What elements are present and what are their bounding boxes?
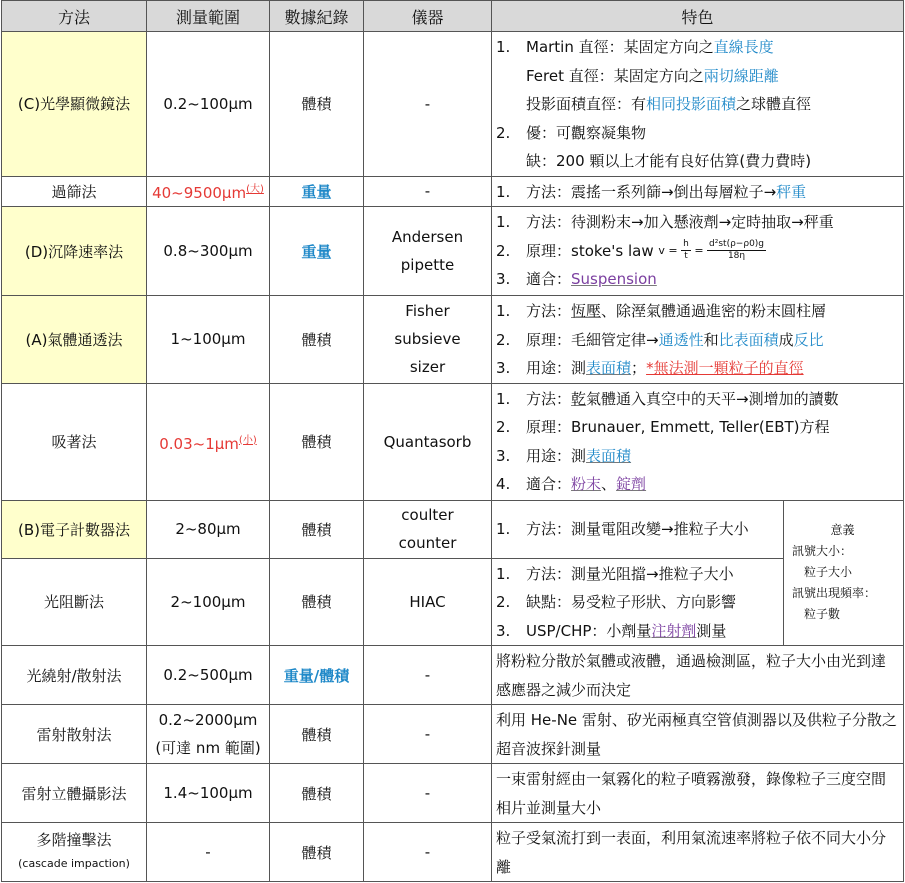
meaning-note xyxy=(784,500,904,646)
record-cell: 重量 xyxy=(270,207,364,296)
range-cell: 0.8~300µm xyxy=(147,207,270,296)
header-features: 特色 xyxy=(492,1,904,32)
record-cell: 體積 xyxy=(270,823,364,882)
meaning-title: 意義 xyxy=(830,523,855,538)
instrument-cell: Quantasorb xyxy=(364,383,492,500)
table-row xyxy=(2,646,904,705)
range-cell: 1~100µm xyxy=(147,296,270,384)
stokes-formula: v = $\frac{h}{t}$ = $\frac{\text{d²st(ρ−ρ0)g}}{18\eta}$ xyxy=(658,239,765,262)
table-row xyxy=(2,500,904,558)
table-row xyxy=(2,823,904,882)
header-range: 測量範圍 xyxy=(147,1,270,32)
features-cell: 1. 方法：待測粉末→加入懸液劑→定時抽取→秤重 2. 原理：stoke's law v = $\frac{h}{t}$ = $\frac{\text{d²st(ρ−ρ0)g}}{18\eta}$ 3. 適合：Suspension xyxy=(492,207,904,296)
instrument-cell: - xyxy=(364,705,492,764)
header-instrument: 儀器 xyxy=(364,1,492,32)
method-cell: (C)光學顯微鏡法 xyxy=(2,32,147,177)
method-cell: (D)沉降速率法 xyxy=(2,207,147,296)
instrument-cell: HIAC xyxy=(364,558,492,646)
method-cell: 光繞射/散射法 xyxy=(2,646,147,705)
table-row xyxy=(2,558,904,646)
range-cell: 40~9500µm$^{(大)}$ xyxy=(147,176,270,207)
features-cell: 一束雷射經由一氣霧化的粒子噴霧激發，錄像粒子三度空間相片並測量大小 xyxy=(492,764,904,823)
header-record: 數據紀錄 xyxy=(270,1,364,32)
instrument-cell: - xyxy=(364,823,492,882)
meaning-line: 粒子數 xyxy=(804,607,841,622)
table-row xyxy=(2,296,904,384)
record-cell: 體積 xyxy=(270,500,364,558)
method-cell: 過篩法 xyxy=(2,176,147,207)
instrument-cell: Fisher subsieve sizer xyxy=(364,296,492,384)
features-cell: 1. 方法：測量電阻改變→推粒子大小 xyxy=(492,500,784,558)
instrument-cell: - xyxy=(364,764,492,823)
meaning-line: 粒子大小 xyxy=(804,565,853,580)
table-row xyxy=(2,32,904,177)
method-cell: (B)電子計數器法 xyxy=(2,500,147,558)
record-cell: 體積 xyxy=(270,558,364,646)
method-cell: 多階撞擊法 (cascade impaction) xyxy=(2,823,147,882)
range-cell: 2~80µm xyxy=(147,500,270,558)
range-cell: 0.2~100µm xyxy=(147,32,270,177)
table-row xyxy=(2,764,904,823)
table-row xyxy=(2,705,904,764)
header-method: 方法 xyxy=(2,1,147,32)
range-cell: 1.4~100µm xyxy=(147,764,270,823)
method-cell: (A)氣體通透法 xyxy=(2,296,147,384)
features-cell: 1. 方法：震搖一系列篩→倒出每層粒子→秤重 xyxy=(492,176,904,207)
method-cell: 吸著法 xyxy=(2,383,147,500)
table-row xyxy=(2,176,904,207)
features-cell: 利用 He-Ne 雷射、矽光兩極真空管偵測器以及供粒子分散之超音波探針測量 xyxy=(492,705,904,764)
meaning-line: 訊號大小： xyxy=(792,544,853,559)
range-cell: 2~100µm xyxy=(147,558,270,646)
instrument-cell: coulter counter xyxy=(364,500,492,558)
record-cell: 體積 xyxy=(270,764,364,823)
record-cell: 重量 xyxy=(270,176,364,207)
table-row xyxy=(2,383,904,500)
features-cell: 1. 方法：恆壓、除溼氣體通過進密的粉末圓柱層 2. 原理：毛細管定律→通透性和比表面積成反比 3. 用途：測表面積；*無法測一顆粒子的直徑 xyxy=(492,296,904,384)
range-cell: 0.2~500µm xyxy=(147,646,270,705)
features-cell: 將粉粒分散於氣體或液體，通過檢測區，粒子大小由光到達感應器之減少而決定 xyxy=(492,646,904,705)
record-cell: 重量/體積 xyxy=(270,646,364,705)
method-cell: 雷射散射法 xyxy=(2,705,147,764)
instrument-cell: Andersen pipette xyxy=(364,207,492,296)
method-cell: 雷射立體攝影法 xyxy=(2,764,147,823)
instrument-cell: - xyxy=(364,646,492,705)
record-cell: 體積 xyxy=(270,705,364,764)
record-cell: 體積 xyxy=(270,383,364,500)
method-cell: 光阻斷法 xyxy=(2,558,147,646)
features-cell: 粒子受氣流打到一表面，利用氣流速率將粒子依不同大小分離 xyxy=(492,823,904,882)
particle-size-table xyxy=(1,0,904,882)
range-cell: 0.03~1µm$^{(小)}$ xyxy=(147,383,270,500)
instrument-cell: - xyxy=(364,32,492,177)
record-cell: 體積 xyxy=(270,296,364,384)
features-cell: 1. 方法：乾氣體通入真空中的天平→測增加的讀數 2. 原理：Brunauer, Emmett, Teller(EBT)方程 3. 用途：測表面積 4. 適合：粉末、錠劑 xyxy=(492,383,904,500)
meaning-line: 訊號出現頻率： xyxy=(792,586,877,601)
features-cell: 1. 方法：測量光阻擋→推粒子大小 2. 缺點：易受粒子形狀、方向影響 3. USP/CHP：小劑量注射劑測量 xyxy=(492,558,784,646)
instrument-cell: - xyxy=(364,176,492,207)
range-cell: - xyxy=(147,823,270,882)
table-row xyxy=(2,207,904,296)
header-row xyxy=(2,1,904,32)
features-cell: 1. Martin 直徑：某固定方向之直線長度 Feret 直徑：某固定方向之兩切線距離 投影面積直徑：有相同投影面積之球體直徑 2. 優：可觀察凝集物 缺：200 顆以上才能有良好估算(費力費時) xyxy=(492,32,904,177)
record-cell: 體積 xyxy=(270,32,364,177)
range-cell: 0.2~2000µm (可達 nm 範圍) xyxy=(147,705,270,764)
